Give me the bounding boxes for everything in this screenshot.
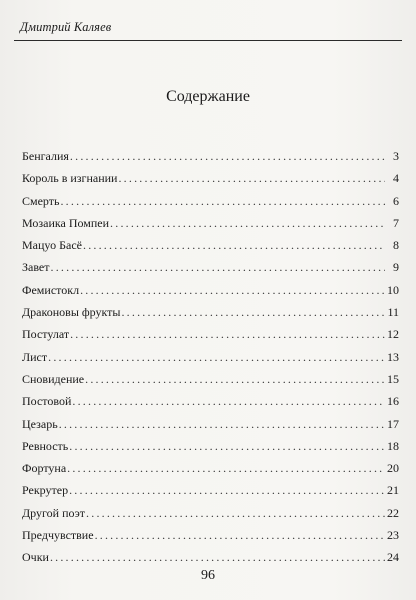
toc-entry-title: Король в изгнании: [22, 171, 118, 186]
toc-entry-page: 7: [393, 215, 399, 230]
toc-entry-title: Лист: [22, 349, 48, 364]
toc-entry-title: Мацуо Басё: [22, 238, 82, 253]
toc-entry-page: 9: [393, 260, 399, 275]
toc-leader-dots: [69, 439, 385, 454]
toc-entry: [22, 506, 399, 528]
toc-leader-dots: [118, 171, 385, 186]
header-rule: [14, 40, 402, 41]
toc-leader-dots: [59, 417, 385, 432]
toc-entry-page: 20: [387, 461, 399, 476]
page-title: Содержание: [166, 88, 250, 105]
toc-entry-title: Цезарь: [22, 416, 58, 431]
toc-entry-title: Смерть: [22, 193, 60, 208]
toc-entry-title: Постовой: [22, 394, 72, 409]
toc-entry-page: 21: [387, 483, 399, 498]
toc-leader-dots: [70, 149, 385, 164]
toc-entry-page: 13: [387, 349, 399, 364]
toc-leader-dots: [83, 238, 385, 253]
toc-entry-page: 24: [387, 550, 399, 565]
toc-leader-dots: [70, 327, 385, 342]
page-number: 96: [201, 568, 215, 583]
toc-entry-page: 16: [387, 394, 399, 409]
toc-leader-dots: [60, 194, 385, 209]
toc-entry-page: 11: [387, 305, 399, 320]
toc-entry: [22, 305, 399, 327]
toc-entry-title: Постулат: [22, 327, 70, 342]
toc-entry: [22, 417, 399, 439]
table-of-contents: [22, 149, 399, 573]
toc-leader-dots: [121, 305, 385, 320]
toc-leader-dots: [86, 506, 385, 521]
toc-leader-dots: [80, 283, 385, 298]
toc-entry: [22, 394, 399, 416]
toc-entry: [22, 327, 399, 349]
running-header-author: Дмитрий Каляев: [20, 20, 112, 34]
toc-leader-dots: [69, 483, 385, 498]
toc-entry-page: 15: [387, 371, 399, 386]
toc-entry: [22, 350, 399, 372]
toc-entry-page: 22: [387, 505, 399, 520]
toc-entry-title: Другой поэт: [22, 505, 86, 520]
toc-entry: [22, 149, 399, 171]
toc-entry: [22, 483, 399, 505]
toc-entry-title: Завет: [22, 260, 50, 275]
toc-entry-title: Рекрутер: [22, 483, 69, 498]
toc-entry-page: 6: [393, 193, 399, 208]
toc-entry-title: Бенгалия: [22, 149, 69, 163]
toc-entry: [22, 216, 399, 238]
toc-entry-title: Сновидение: [22, 371, 85, 386]
toc-entry: [22, 283, 399, 305]
toc-entry-page: 17: [387, 416, 399, 431]
toc-leader-dots: [95, 528, 385, 543]
toc-leader-dots: [51, 260, 385, 275]
toc-entry-title: Ревность: [22, 438, 69, 453]
toc-leader-dots: [50, 550, 385, 565]
toc-entry: [22, 238, 399, 260]
toc-entry-page: 23: [387, 528, 399, 543]
toc-entry: [22, 260, 399, 282]
toc-entry: [22, 171, 399, 193]
toc-entry-title: Фортуна: [22, 461, 67, 476]
toc-entry-page: 12: [387, 327, 399, 342]
toc-leader-dots: [72, 394, 385, 409]
toc-leader-dots: [67, 461, 385, 476]
toc-entry: [22, 439, 399, 461]
toc-entry: [22, 461, 399, 483]
toc-entry-title: Мозаика Помпеи: [22, 215, 110, 230]
toc-entry-title: Драконовы фрукты: [22, 305, 121, 320]
toc-leader-dots: [48, 350, 385, 365]
toc-entry-page: 3: [393, 149, 399, 163]
toc-entry-title: Фемистокл: [22, 282, 80, 297]
toc-entry: [22, 194, 399, 216]
toc-entry-page: 8: [393, 238, 399, 253]
toc-leader-dots: [110, 216, 385, 231]
toc-entry-title: Очки: [22, 550, 49, 565]
toc-entry: [22, 528, 399, 550]
toc-leader-dots: [85, 372, 385, 387]
toc-entry-page: 4: [393, 171, 399, 186]
toc-entry-page: 10: [387, 282, 399, 297]
toc-entry-page: 18: [387, 438, 399, 453]
toc-entry: [22, 372, 399, 394]
toc-entry-title: Предчувствие: [22, 528, 94, 543]
